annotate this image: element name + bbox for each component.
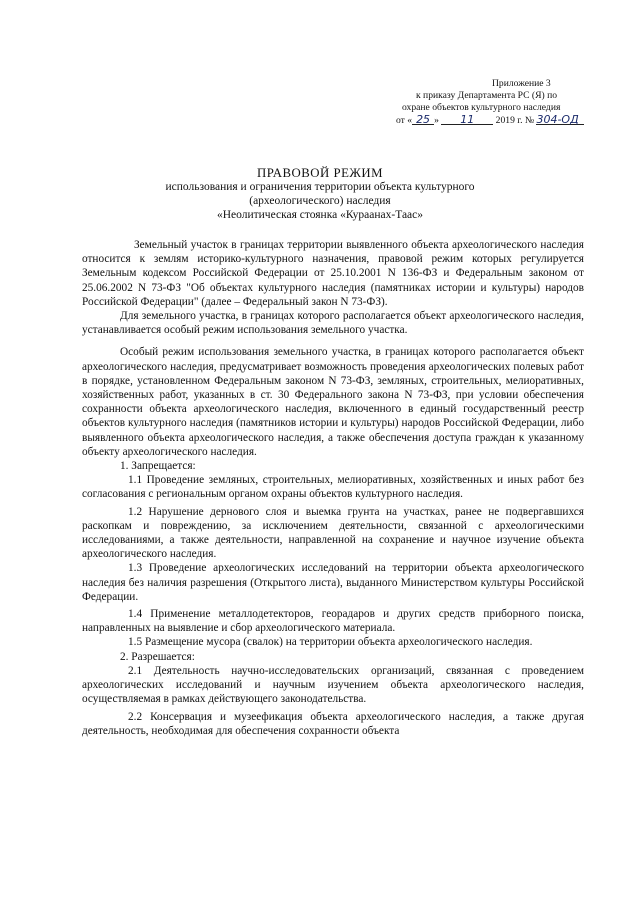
item-1-4: 1.4 Применение металлодетекторов, георадаров и других средств приборного поиска, направленных на выявление и сбор археологического материала. <box>82 608 584 635</box>
section-prohibited: 1. Запрещается: <box>120 460 196 473</box>
month-field <box>441 114 493 125</box>
item-2-2: 2.2 Консервация и музеефикация объекта археологического наследия, а также другая деятельность, необходимая для обеспечения сохранности объекта <box>82 710 584 737</box>
section-allowed: 2. Разрешается: <box>120 650 195 663</box>
date-prefix: от « <box>396 115 413 126</box>
number-field <box>536 114 584 125</box>
subtitle-line-2: (археологического) наследия <box>249 195 391 207</box>
title-block <box>40 166 600 222</box>
order-reference: к приказу Департамента РС (Я) по <box>416 90 558 101</box>
paragraph-land-plot: Земельный участок в границах территории выявленного объекта археологического наследия относится к землям историко-культурного назначения, правовой режим которых регулируется Земельным кодексом Российской Федерации от 25.10.2001 N 136-ФЗ и Федеральным законом от 25.06.2002 N 73-ФЗ "Об объектах культурного наследия (памятниках истории и культуры) народов Российской Федерации" (далее – Федеральный закон N 73-ФЗ). <box>82 239 584 308</box>
date-mid: » <box>434 115 439 126</box>
item-1-2: 1.2 Нарушение дернового слоя и выемка грунта на участках, ранее не подвергавшихся раскопкам и повреждению, за исключением деятельности, связанной с археологическими исследованиями, а также деятельности, направленной на сохранение и научное изучение объекта археологического наследия. <box>82 505 584 561</box>
number-handwritten: 304-ОД <box>536 113 579 126</box>
paragraph-special-regime: Для земельного участка, в границах которого располагается объект археологического наследия, устанавливается особый режим использования земельного участка. <box>82 310 584 337</box>
appendix-label: Приложение 3 <box>492 78 551 89</box>
month-handwritten: 11 <box>460 113 475 126</box>
day-field <box>412 114 434 125</box>
subtitle-line-1: использования и ограничения территории объекта культурного <box>165 181 475 193</box>
year-text: 2019 г. № <box>495 115 535 126</box>
item-1-3: 1.3 Проведение археологических исследований на территории объекта археологического наследия без наличия разрешения (Открытого листа), выданного Министерством культуры Российской Федерации. <box>82 562 584 603</box>
subtitle-line-3: «Неолитическая стоянка «Курaaнах-Таас» <box>216 209 424 221</box>
department-name: охране объектов культурного наследия <box>402 102 561 113</box>
day-handwritten: 25 <box>416 113 431 126</box>
appendix-header <box>396 78 596 127</box>
item-1-1: 1.1 Проведение земляных, строительных, мелиоративных, хозяйственных и иных работ без согласования с региональным органом охраны объектов культурного наследия. <box>82 474 584 501</box>
document-body <box>82 238 584 738</box>
item-1-5: 1.5 Размещение мусора (свалок) на территории объекта археологического наследия. <box>128 636 533 649</box>
document-title: ПРАВОВОЙ РЕЖИМ <box>257 166 383 180</box>
paragraph-regime-details: Особый режим использования земельного участка, в границах которого располагается объект археологического наследия, предусматривает возможность проведения археологических полевых работ в порядке, установленном Федеральным законом N 73-ФЗ, земляных, строительных, мелиоративных, хозяйственных работ, указанных в ст. 30 Федерального закона N 73-ФЗ, при условии обеспечения сохранности объекта археологического наследия, включенного в единый государственный реестр объектов культурного наследия (памятников истории и культуры) народов Российской Федерации, либо выявленного объекта археологического наследия, а также обеспечения доступа граждан к указанному объекту археологического наследия. <box>82 346 584 458</box>
order-date-line <box>396 114 596 127</box>
item-2-1: 2.1 Деятельность научно-исследовательских организаций, связанная с проведением археологических исследований и научным изучением объекта археологического наследия, осуществляемая в рамках действующего законодательства. <box>82 664 584 706</box>
